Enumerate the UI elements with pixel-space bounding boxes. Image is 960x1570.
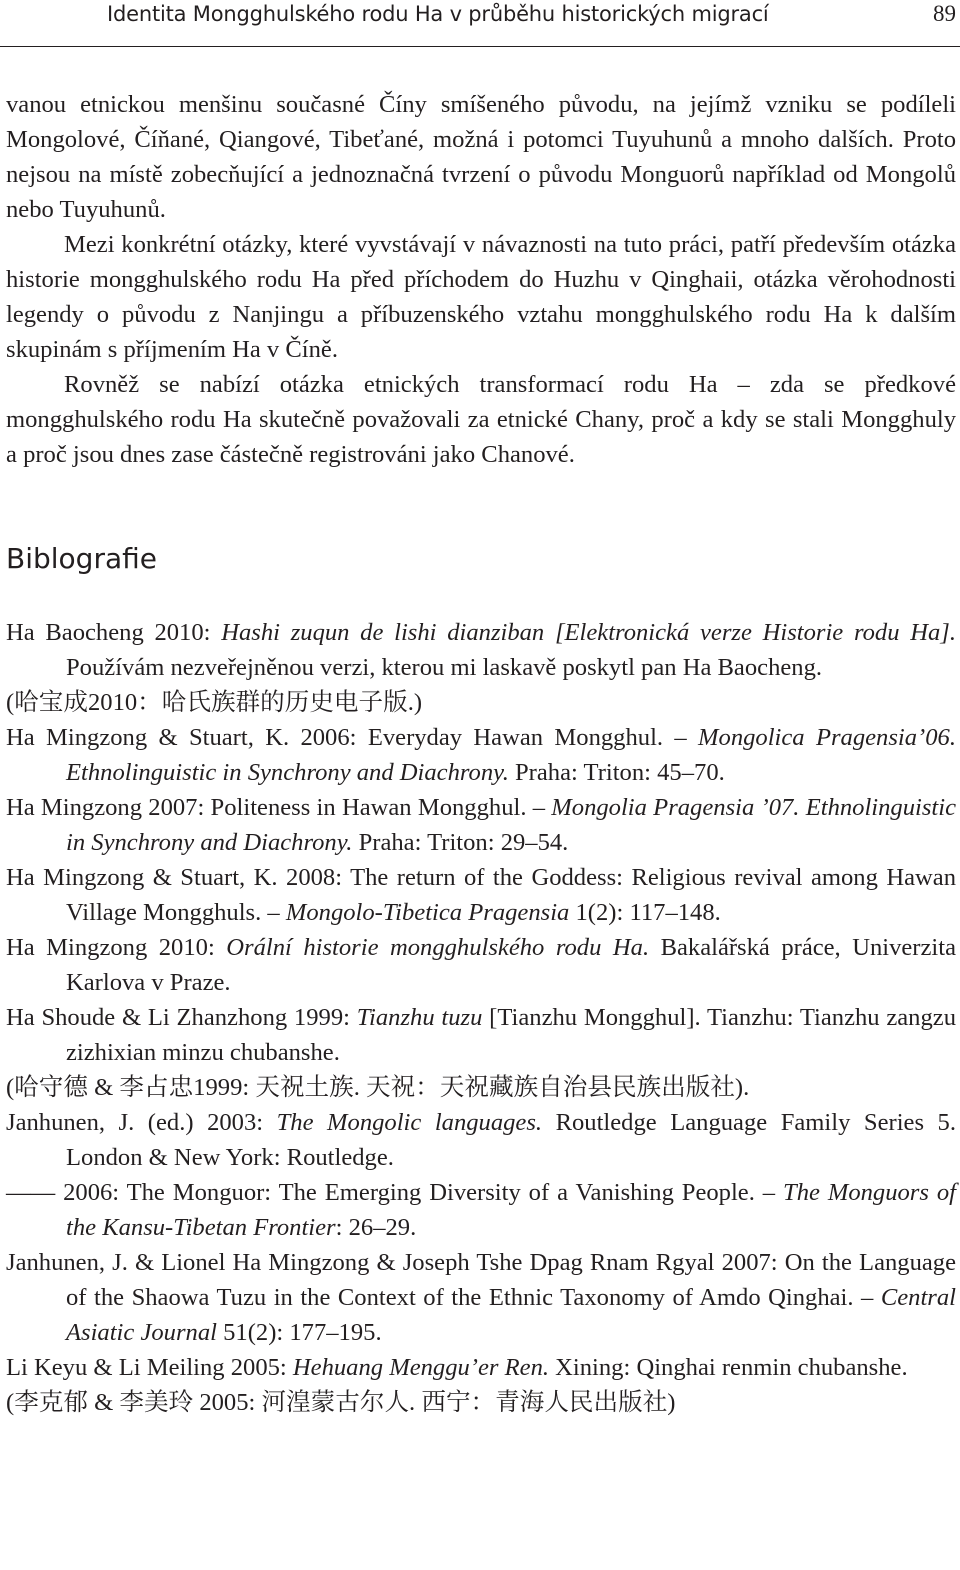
entry-text: (哈宝成2010：哈氏族群的历史电子版.): [6, 689, 423, 716]
bibliography-entry: [6, 1070, 956, 1105]
entry-text: Janhunen, J. (ed.) 2003:: [6, 1109, 277, 1136]
entry-text: Používám nezveřejněnou verzi, kterou mi laskavě poskytl pan Ha Baocheng.: [66, 654, 823, 681]
bibliography-entry: [6, 1385, 956, 1420]
entry-text: Ha Baocheng 2010:: [6, 619, 222, 646]
entry-text: Ha Shoude & Li Zhanzhong 1999:: [6, 1004, 357, 1031]
entry-text: Ha Mingzong & Stuart, K. 2006: Everyday Hawan Mongghul. –: [6, 724, 699, 751]
entry-text: Ha Mingzong 2007: Politeness in Hawan Mongghul. –: [6, 794, 552, 821]
body-text: [6, 87, 956, 472]
bibliography-entry: [6, 720, 956, 790]
entry-title: Tianzhu tuzu: [356, 1004, 483, 1031]
bibliography-entry: [6, 1350, 956, 1385]
entry-title: Orální historie mongghulského rodu Ha.: [226, 934, 650, 961]
bibliography-entry: [6, 930, 956, 1000]
entry-text: Routledge Language Family Series 5. London & New York: Routledge.: [66, 1109, 956, 1171]
entry-text: (哈守德 & 李占忠1999: 天祝土族. 天祝：天祝藏族自治县民族出版社).: [6, 1074, 750, 1101]
entry-title: The Monguors of the Kansu-Tibetan Frontier: [66, 1179, 956, 1241]
paragraph: vanou etnickou menšinu současné Číny smíšeného původu, na jejímž vzniku se podíleli Mongolové, Číňané, Qiangové, Tibeťané, možná i potomci Tuyuhunů a mnoho dalších. Proto nejsou na místě zobecňující a jednoznačná tvrzení o původu Monguorů například od Mongolů nebo Tuyuhunů.: [6, 91, 956, 223]
entry-title: Central Asiatic Journal: [66, 1284, 956, 1346]
entry-text: —— 2006: The Monguor: The Emerging Diversity of a Vanishing People. –: [6, 1179, 784, 1206]
entry-text: Xining: Qinghai renmin chubanshe.: [549, 1354, 908, 1381]
bibliography-entry: [6, 1105, 956, 1175]
entry-text: : 26–29.: [335, 1214, 417, 1241]
running-header: [0, 0, 960, 47]
page-number: 89: [933, 1, 956, 26]
entry-title: Hehuang Menggu’er Ren.: [292, 1354, 550, 1381]
bibliography-entry: [6, 1175, 956, 1245]
bibliography-entry: [6, 1000, 956, 1070]
entry-text: Praha: Triton: 29–54.: [352, 829, 569, 856]
entry-text: (李克郁 & 李美玲 2005: 河湟蒙古尔人. 西宁：青海人民出版社): [6, 1389, 676, 1416]
bibliography-entry: [6, 1245, 956, 1350]
entry-title: Mongolica Pragensia’06. Ethnolinguistic in Synchrony and Diachrony.: [66, 724, 956, 786]
paragraph: Mezi konkrétní otázky, které vyvstávají v návaznosti na tuto práci, patří především otázka historie mongghulského rodu Ha před příchodem do Huzhu v Qinghaii, otázka věrohodnosti legendy o původu z Nanjingu a příbuzenského vztahu mongghulského rodu Ha k dalším skupinám s příjmením Ha v Číně.: [6, 231, 956, 363]
bibliography-entry: [6, 860, 956, 930]
entry-text: [Tianzhu Mongghul]. Tianzhu: Tianzhu zangzu zizhixian minzu chubanshe.: [66, 1004, 956, 1066]
bibliography-entry: [6, 615, 956, 685]
entry-text: Ha Mingzong 2010:: [6, 934, 227, 961]
bibliography-entry: [6, 790, 956, 860]
entry-text: Ha Mingzong & Stuart, K. 2008: The return of the Goddess: Religious revival among Hawan Village Mongghuls. –: [6, 864, 956, 926]
entry-text: Janhunen, J. & Lionel Ha Mingzong & Joseph Tshe Dpag Rnam Rgyal 2007: On the Language of the Shaowa Tuzu in the Context of the Ethnic Taxonomy of Amdo Qinghai. –: [6, 1249, 956, 1311]
entry-text: Li Keyu & Li Meiling 2005:: [6, 1354, 293, 1381]
paragraph: Rovněž se nabízí otázka etnických transformací rodu Ha – zda se předkové mongghulského rodu Ha skutečně považovali za etnické Chany, proč a kdy se stali Mongghuly a proč jsou dnes zase částečně registrováni jako Chanové.: [6, 371, 956, 468]
entry-title: Mongolia Pragensia ’07. Ethnolinguistic in Synchrony and Diachrony.: [66, 794, 957, 856]
entry-text: Bakalářská práce, Univerzita Karlova v Praze.: [66, 934, 956, 996]
entry-title: The Mongolic languages.: [276, 1109, 543, 1136]
bibliography-heading: Biblografie: [6, 542, 157, 575]
entry-title: Hashi zuqun de lishi dianziban [Elektronická verze Historie rodu Ha].: [221, 619, 956, 646]
running-title: Identita Mongghulského rodu Ha v průběhu historických migrací: [107, 2, 769, 26]
entry-text: 1(2): 117–148.: [569, 899, 721, 926]
entry-text: 51(2): 177–195.: [216, 1319, 382, 1346]
entry-title: Mongolo-Tibetica Pragensia: [285, 899, 570, 926]
entry-text: Praha: Triton: 45–70.: [508, 759, 725, 786]
bibliography-entry: [6, 685, 956, 720]
bibliography-list: [6, 615, 956, 1420]
